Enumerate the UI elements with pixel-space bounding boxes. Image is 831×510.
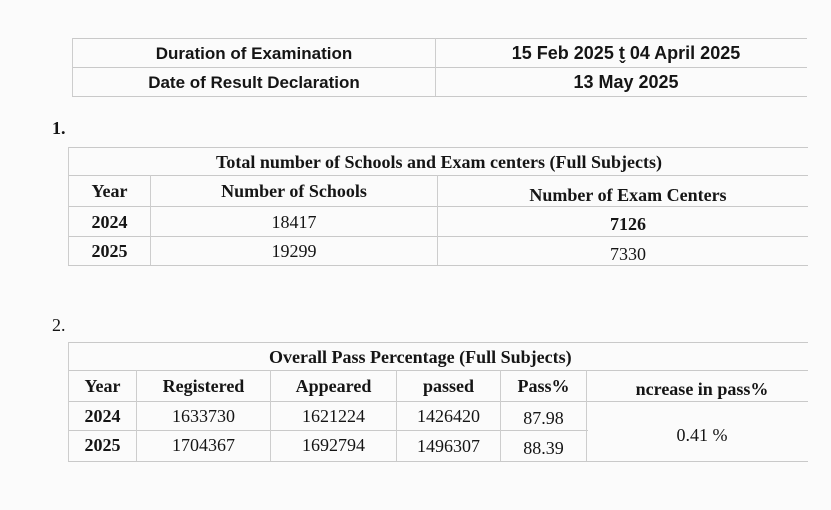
column-header-year: Year xyxy=(84,376,121,396)
cell-registered: 1633730 xyxy=(172,405,235,426)
divider xyxy=(72,67,807,68)
table-title: Total number of Schools and Exam centers (Full Subjects) xyxy=(215,152,663,172)
column-header-centers: Number of Exam Centers xyxy=(529,184,727,205)
cell-year: 2025 xyxy=(84,434,121,455)
cell-increase: 0.41 % xyxy=(676,424,728,445)
divider xyxy=(68,461,808,462)
cell-passed: 1426420 xyxy=(417,405,480,426)
cell-year: 2024 xyxy=(91,211,128,232)
divider xyxy=(68,147,808,148)
divider xyxy=(72,38,807,39)
result-date-label: Date of Result Declaration xyxy=(148,72,360,92)
column-header-schools: Number of Schools xyxy=(221,181,367,201)
duration-label: Duration of Examination xyxy=(155,43,353,63)
cell-pass-pct: 88.39 xyxy=(523,437,564,458)
cell-appeared: 1621224 xyxy=(302,405,365,426)
section-number-2: 2. xyxy=(52,315,66,335)
column-header-year: Year xyxy=(91,181,128,201)
cell-centers: 7126 xyxy=(610,213,646,234)
duration-value: 15 Feb 2025 t̬ 04 April 2025 xyxy=(511,43,741,63)
section-number-1: 1. xyxy=(52,118,66,138)
cell-passed: 1496307 xyxy=(417,435,480,456)
column-header-appeared: Appeared xyxy=(295,376,372,396)
column-header-registered: Registered xyxy=(162,376,245,396)
column-header-passed: passed xyxy=(422,376,475,396)
divider xyxy=(72,96,807,97)
divider xyxy=(68,342,808,343)
column-header-increase: ncrease in pass% xyxy=(635,379,769,399)
cell-year: 2025 xyxy=(91,240,128,261)
column-header-pass-pct: Pass% xyxy=(517,376,570,396)
cell-appeared: 1692794 xyxy=(302,434,365,455)
cell-registered: 1704367 xyxy=(172,434,235,455)
cell-pass-pct: 87.98 xyxy=(523,407,564,428)
result-date-value: 13 May 2025 xyxy=(573,72,679,92)
cell-centers: 7330 xyxy=(610,243,646,264)
cell-schools: 19299 xyxy=(271,240,317,261)
cell-year: 2024 xyxy=(84,405,121,426)
table-title: Overall Pass Percentage (Full Subjects) xyxy=(269,347,572,367)
cell-schools: 18417 xyxy=(271,211,317,232)
